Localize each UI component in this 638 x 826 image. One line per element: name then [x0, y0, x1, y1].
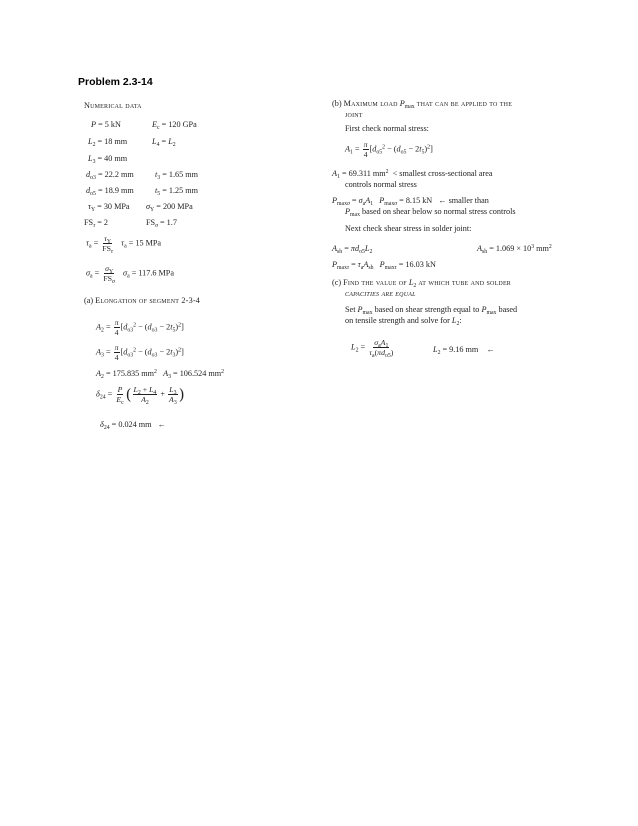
elongation-eq: $\delta_{24}$ = $\frac{P}{E_c}$ ( $\frac{L_2 + L_4}{A_2}$ + $\frac{L_3}{A_3}$ ) — [96, 385, 185, 406]
thickness-t5: $t_5 = 1.25$ mm — [155, 186, 199, 197]
factor-safety-tau: $FS_\tau = 2$ — [84, 218, 108, 229]
area-a2-eq: $A_2$ = $\frac{\pi}{4}$ $[d_{o3}^2 - (d_{o3} - 2t_5)^2]$ — [96, 318, 184, 337]
thickness-t3: $t_3 = 1.65$ mm — [155, 170, 199, 181]
length-l3: $L_3 = 40$ mm — [88, 154, 128, 165]
length-l2-result: $L_2 = 9.16$ mm ← — [433, 345, 495, 356]
load-p: P = 5 kN — [91, 120, 121, 129]
area-a1-result: $A_1 = 69.311$ $mm^2$ < smallest cross-sectional area — [332, 169, 493, 180]
elongation-result: $\delta_{24} = 0.024$ mm ← — [100, 420, 166, 431]
shear-area-eq: $A_{sh} = \pi d_{o5}L_2$ — [332, 244, 373, 255]
shear-area-result: $A_{sh} = 1.069 \times 10^3$ $mm^2$ — [477, 244, 552, 255]
pmax-sigma-comment: $P_{max}$ based on shear below so normal stress controls — [345, 207, 516, 218]
length-l2: $L_2 = 18$ mm — [88, 137, 128, 148]
factor-safety-sigma: $FS_\sigma = 1.7$ — [146, 218, 177, 229]
first-check-text: First check normal stress: — [345, 124, 429, 133]
part-b-heading: (b) Maximum load $P_{max}$ that can be applied to the — [332, 99, 513, 110]
problem-title: Problem 2.3-14 — [78, 76, 153, 88]
diameter-do5: $d_{o5} = 18.9$ mm — [86, 186, 134, 197]
part-c-heading: (c) Find the value of $L_2$ at which tube and solder — [332, 278, 512, 289]
part-c-text-2: on tensile strength and solve for $L_2$: — [345, 316, 462, 327]
area-a1-eq: $A_1$ = $\frac{\pi}{4}$ $[d_{o5}^2 - (d_{o5} - 2t_5)^2]$ — [345, 140, 433, 159]
allowable-shear-eq: $\tau_a$ = $\frac{\tau_Y}{FS_\tau}$ $\tau_a = 15$ MPa — [86, 234, 162, 255]
diameter-do3: $d_{o3} = 22.2$ mm — [86, 170, 134, 181]
area-results: $A_2 = 175.835$ $mm^2$ $A_3 = 106.524$ $mm^2$ — [96, 369, 225, 380]
part-b-heading-cont: joint — [345, 110, 363, 119]
tensile-yield: $\sigma_Y = 200$ MPa — [146, 202, 193, 213]
modulus-ec: $E_c = 120$ GPa — [152, 120, 197, 131]
area-a3-eq: $A_3$ = $\frac{\pi}{4}$ $[d_{o3}^2 - (d_{o3} - 2t_3)^2]$ — [96, 343, 184, 362]
area-a1-comment: controls normal stress — [345, 180, 417, 189]
length-l4: $L_4 = L_2$ — [152, 137, 176, 148]
part-a-heading: (a) Elongation of segment 2-3-4 — [84, 296, 201, 305]
pmax-tau-eq: $P_{max\tau} = \tau_aA_{sh}$ $P_{max\tau} = 16.03$ kN — [332, 260, 436, 271]
shear-yield: $\tau_Y = 30$ MPa — [88, 202, 130, 213]
numerical-data-heading: Numerical data — [84, 101, 142, 110]
part-c-text-1: Set $P_{max}$ based on shear strength equal to $P_{max}$ based — [345, 305, 518, 316]
length-l2-eq: $L_2$ = $\frac{\sigma_aA_1}{\tau_a(\pi d_{o5})}$ — [351, 338, 394, 359]
next-check-text: Next check shear stress in solder joint: — [345, 224, 472, 233]
allowable-tension-eq: $\sigma_a$ = $\frac{\sigma_Y}{FS_\sigma}$ $\sigma_a = 117.6$ MPa — [86, 264, 174, 285]
pmax-sigma-eq: $P_{max\sigma} = \sigma_aA_1$ $P_{max\sigma} = 8.15$ kN ← smaller than — [332, 196, 489, 207]
part-c-heading-cont: capacities are equal — [345, 289, 416, 298]
